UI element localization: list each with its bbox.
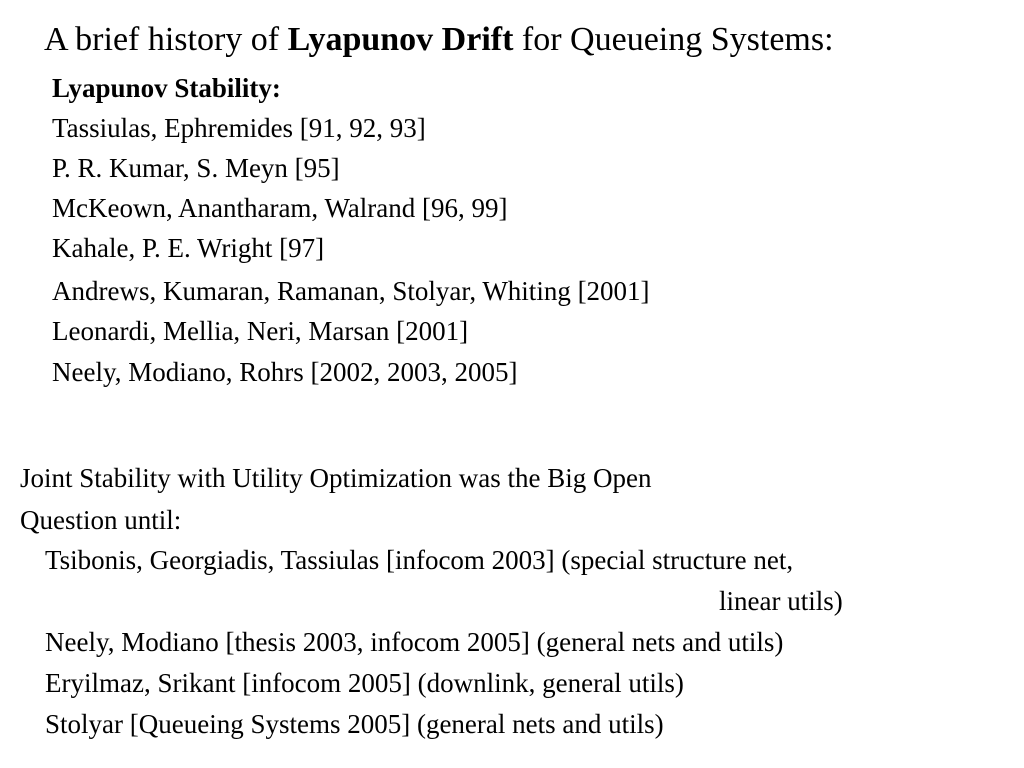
title-emphasis: Lyapunov Drift [287,21,514,58]
reference-item: P. R. Kumar, S. Meyn [95] [52,153,340,183]
reference-item: Eryilmaz, Srikant [infocom 2005] (downlink, general utils) [45,668,684,698]
reference-item: McKeown, Anantharam, Walrand [96, 99] [52,193,508,223]
reference-item: Stolyar [Queueing Systems 2005] (general nets and utils) [45,709,664,739]
reference-item: Tsibonis, Georgiadis, Tassiulas [infocom 2003] (special structure net, [45,545,794,575]
reference-item: Neely, Modiano, Rohrs [2002, 2003, 2005] [52,357,518,387]
reference-item: Leonardi, Mellia, Neri, Marsan [2001] [52,316,469,346]
slide-title [44,18,834,62]
reference-item-continuation: linear utils) [719,586,843,616]
title-prefix: A brief history of [44,21,288,58]
intro-line: Question until: [20,505,182,535]
reference-item: Neely, Modiano [thesis 2003, infocom 2005] (general nets and utils) [45,627,784,657]
section-heading: Lyapunov Stability: [52,73,281,103]
reference-item: Kahale, P. E. Wright [97] [52,233,325,263]
reference-item: Andrews, Kumaran, Ramanan, Stolyar, Whiting [2001] [52,276,650,306]
intro-line: Joint Stability with Utility Optimization was the Big Open [20,463,652,493]
reference-item: Tassiulas, Ephremides [91, 92, 93] [52,113,426,143]
title-suffix: for Queueing Systems: [513,21,834,58]
